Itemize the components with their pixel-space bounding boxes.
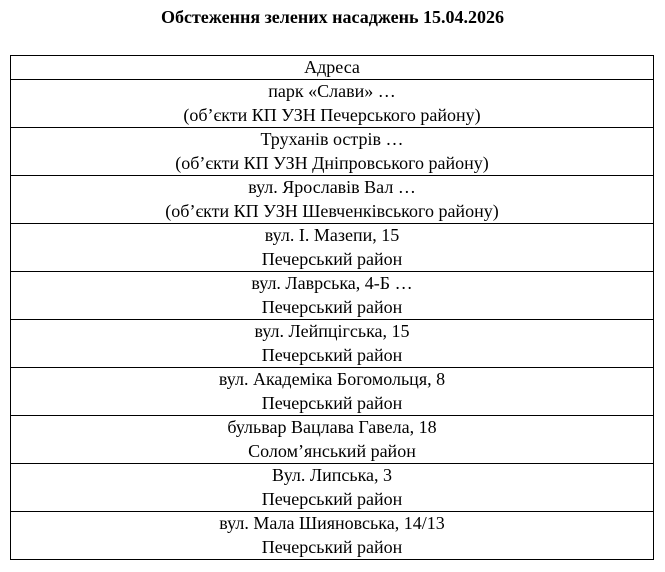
table-row <box>11 272 654 320</box>
address-cell <box>11 464 654 512</box>
address-line: вул. Мала Шияновська, 14/13 <box>219 513 445 533</box>
table-row <box>11 176 654 224</box>
address-cell <box>11 224 654 272</box>
table-row <box>11 80 654 128</box>
column-header-address: Адреса <box>11 56 654 80</box>
district-line: Печерський район <box>261 536 403 557</box>
table-row <box>11 368 654 416</box>
document-title: Обстеження зелених насаджень 15.04.2026 <box>160 7 505 27</box>
address-cell <box>11 80 654 128</box>
table-row <box>11 128 654 176</box>
address-cell <box>11 128 654 176</box>
table-row <box>11 320 654 368</box>
table-row <box>11 416 654 464</box>
table-row <box>11 464 654 512</box>
table-header-row <box>11 56 654 80</box>
address-cell <box>11 368 654 416</box>
address-cell <box>11 176 654 224</box>
address-line: вул. І. Мазепи, 15 <box>264 225 400 245</box>
district-line: Печерський район <box>261 488 403 509</box>
address-line: Вул. Липська, 3 <box>271 465 393 485</box>
address-cell <box>11 416 654 464</box>
address-line: парк «Слави» … <box>268 81 396 101</box>
address-cell <box>11 512 654 560</box>
district-line: Солом’янський район <box>248 440 416 461</box>
address-table <box>10 55 654 560</box>
table-row <box>11 512 654 560</box>
district-line: Печерський район <box>261 344 403 365</box>
address-line: вул. Лейпцігська, 15 <box>254 321 410 341</box>
address-line: вул. Ярославів Вал … <box>248 177 416 197</box>
table-row <box>11 224 654 272</box>
district-line: Печерський район <box>261 392 403 413</box>
district-line: Печерський район <box>261 248 403 269</box>
address-cell <box>11 272 654 320</box>
address-line: вул. Академіка Богомольця, 8 <box>218 369 446 389</box>
district-line: (об’єкти КП УЗН Печерського району) <box>183 104 481 125</box>
address-line: бульвар Вацлава Гавела, 18 <box>227 417 437 437</box>
district-line: Печерський район <box>261 296 403 317</box>
address-cell <box>11 320 654 368</box>
address-line: Труханів острів … <box>260 129 404 149</box>
district-line: (об’єкти КП УЗН Шевченківського району) <box>165 200 499 221</box>
district-line: (об’єкти КП УЗН Дніпровського району) <box>175 152 489 173</box>
address-line: вул. Лаврська, 4-Б … <box>251 273 413 293</box>
